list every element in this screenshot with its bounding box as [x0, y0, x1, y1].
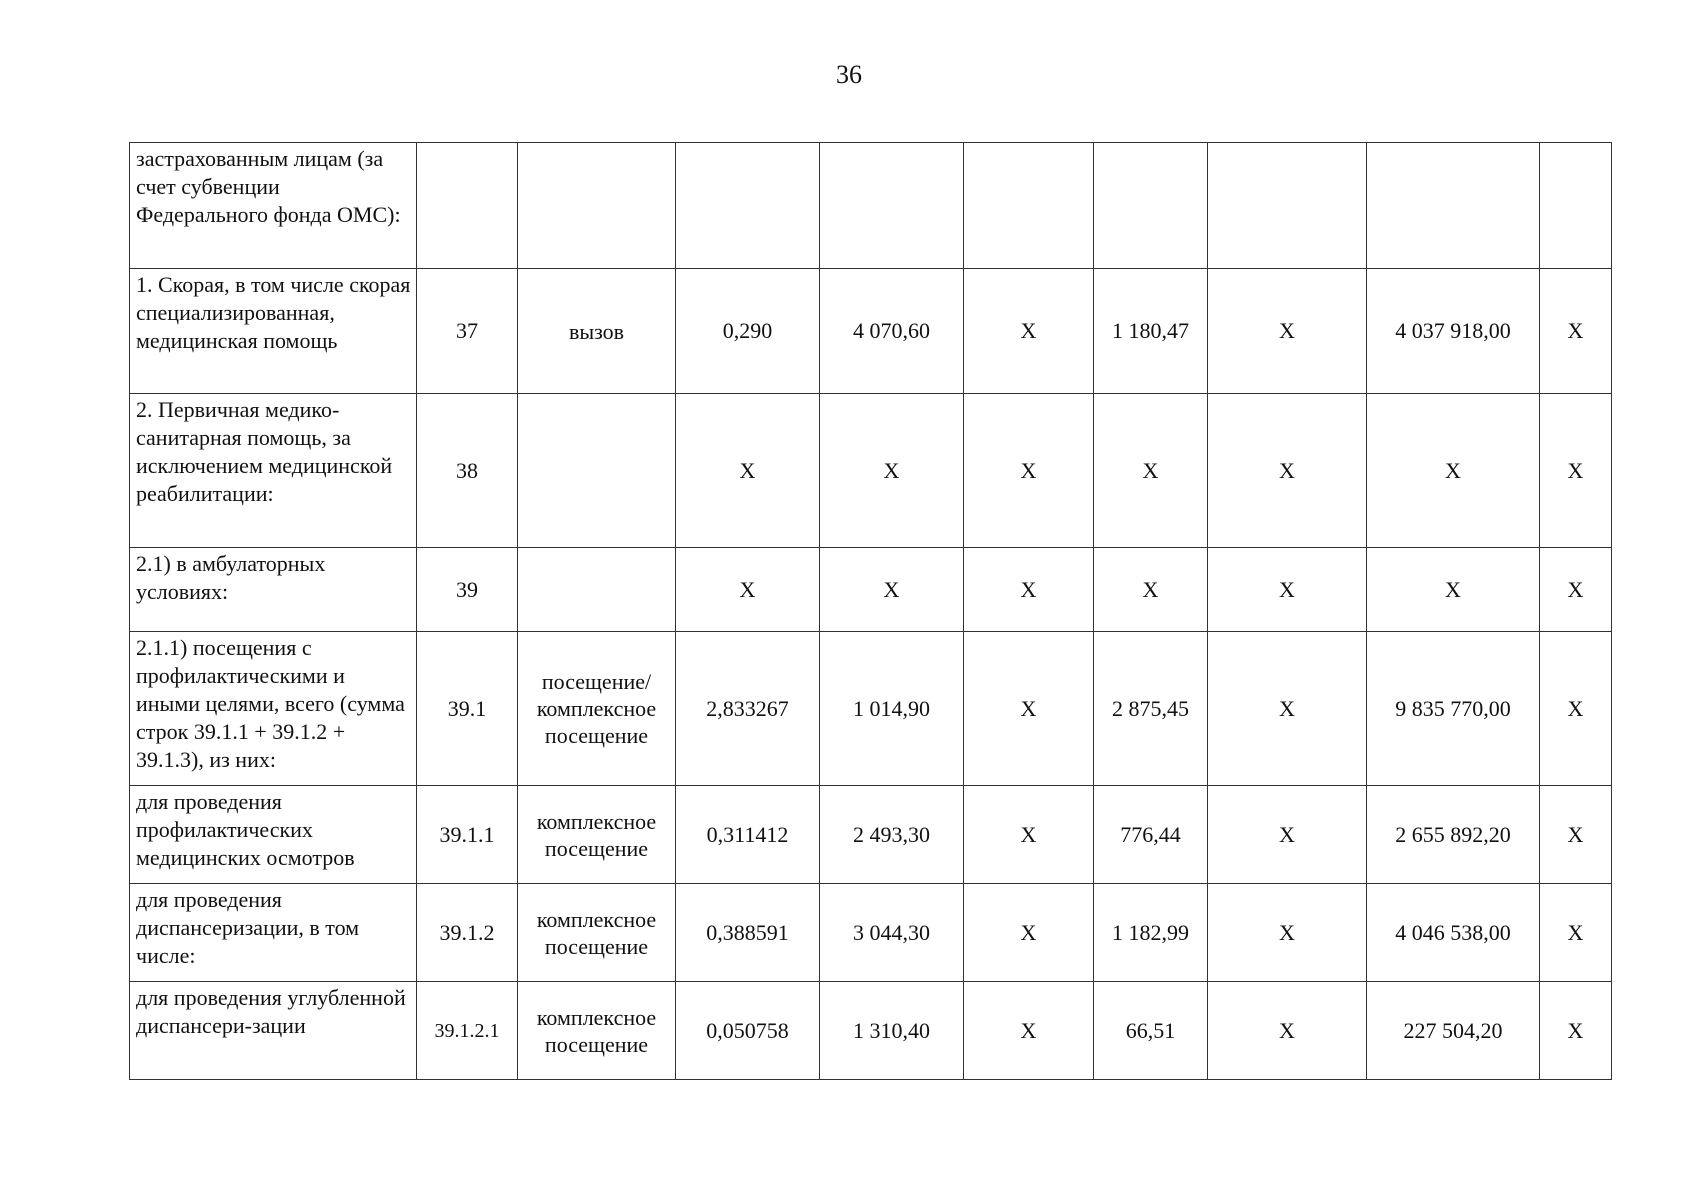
table-row — [130, 884, 1612, 982]
row-value-cell: 2 875,45 — [1094, 632, 1208, 786]
row-value-cell: X — [964, 884, 1094, 982]
table-row — [130, 548, 1612, 632]
row-unit-cell: комплексное посещение — [518, 786, 676, 884]
row-value-cell: X — [1540, 394, 1612, 548]
row-value-cell: 0,388591 — [676, 884, 820, 982]
table-row — [130, 269, 1612, 394]
row-value-cell: 1 014,90 — [820, 632, 964, 786]
row-unit-cell — [518, 143, 676, 269]
row-value-cell: X — [820, 548, 964, 632]
row-value-cell: X — [1208, 884, 1367, 982]
row-code-cell: 39 — [417, 548, 518, 632]
row-value-cell: 4 070,60 — [820, 269, 964, 394]
row-name-cell: 1. Скорая, в том числе скорая специализированная, медицинская помощь — [130, 269, 417, 394]
row-unit-cell: посещение/ комплексное посещение — [518, 632, 676, 786]
row-value-cell: X — [1208, 982, 1367, 1080]
row-value-cell: 66,51 — [1094, 982, 1208, 1080]
row-value-cell: 2 655 892,20 — [1367, 786, 1540, 884]
row-value-cell: X — [964, 632, 1094, 786]
row-name-cell: для проведения диспансеризации, в том числе: — [130, 884, 417, 982]
row-value-cell: 0,050758 — [676, 982, 820, 1080]
row-unit-cell — [518, 394, 676, 548]
row-value-cell — [676, 143, 820, 269]
row-unit-cell: комплексное посещение — [518, 884, 676, 982]
row-unit-cell: комплексное посещение — [518, 982, 676, 1080]
row-value-cell: X — [820, 394, 964, 548]
row-value-cell: X — [1540, 269, 1612, 394]
row-value-cell: X — [1367, 394, 1540, 548]
data-table — [129, 142, 1612, 1080]
row-value-cell: X — [1540, 632, 1612, 786]
row-value-cell: X — [1208, 786, 1367, 884]
row-value-cell: X — [964, 394, 1094, 548]
row-code-cell: 39.1 — [417, 632, 518, 786]
row-name-cell: для проведения профилактических медицинских осмотров — [130, 786, 417, 884]
row-value-cell: X — [1208, 548, 1367, 632]
row-value-cell: 9 835 770,00 — [1367, 632, 1540, 786]
row-value-cell — [820, 143, 964, 269]
row-unit-cell — [518, 548, 676, 632]
row-value-cell — [964, 143, 1094, 269]
table-row — [130, 632, 1612, 786]
row-value-cell: X — [1540, 548, 1612, 632]
row-value-cell: 2,833267 — [676, 632, 820, 786]
row-value-cell — [1208, 143, 1367, 269]
row-value-cell: 4 037 918,00 — [1367, 269, 1540, 394]
row-value-cell: X — [1208, 394, 1367, 548]
row-value-cell — [1540, 143, 1612, 269]
row-name-cell: застрахованным лицам (за счет субвенции Федерального фонда ОМС): — [130, 143, 417, 269]
row-value-cell: X — [964, 982, 1094, 1080]
row-code-cell: 37 — [417, 269, 518, 394]
row-value-cell: X — [1540, 786, 1612, 884]
row-value-cell: X — [1367, 548, 1540, 632]
row-value-cell: X — [1540, 982, 1612, 1080]
row-value-cell: X — [1094, 394, 1208, 548]
row-code-cell: 39.1.2.1 — [417, 982, 518, 1080]
row-code-cell — [417, 143, 518, 269]
row-name-cell: 2.1.1) посещения с профилактическими и иными целями, всего (сумма строк 39.1.1 + 39.1.2 + 39.1.3), из них: — [130, 632, 417, 786]
row-value-cell: X — [676, 548, 820, 632]
row-code-cell: 39.1.1 — [417, 786, 518, 884]
row-value-cell: 776,44 — [1094, 786, 1208, 884]
row-code-cell: 38 — [417, 394, 518, 548]
row-name-cell: 2.1) в амбулаторных условиях: — [130, 548, 417, 632]
row-value-cell: 227 504,20 — [1367, 982, 1540, 1080]
row-name-cell: 2. Первичная медико-санитарная помощь, за исключением медицинской реабилитации: — [130, 394, 417, 548]
row-value-cell — [1094, 143, 1208, 269]
row-value-cell: 3 044,30 — [820, 884, 964, 982]
row-unit-cell: вызов — [518, 269, 676, 394]
row-value-cell: 1 180,47 — [1094, 269, 1208, 394]
row-name-cell: для проведения углубленной диспансери-зации — [130, 982, 417, 1080]
row-value-cell: 0,290 — [676, 269, 820, 394]
row-value-cell: X — [964, 269, 1094, 394]
page-number: 36 — [836, 60, 862, 89]
row-value-cell — [1367, 143, 1540, 269]
row-value-cell: X — [964, 786, 1094, 884]
row-value-cell: 4 046 538,00 — [1367, 884, 1540, 982]
row-value-cell: X — [1540, 884, 1612, 982]
table-row — [130, 786, 1612, 884]
row-value-cell: 2 493,30 — [820, 786, 964, 884]
row-value-cell: X — [676, 394, 820, 548]
row-value-cell: 0,311412 — [676, 786, 820, 884]
row-code-cell: 39.1.2 — [417, 884, 518, 982]
row-value-cell: X — [1094, 548, 1208, 632]
row-value-cell: X — [1208, 632, 1367, 786]
table-row — [130, 394, 1612, 548]
table-row — [130, 143, 1612, 269]
row-value-cell: 1 310,40 — [820, 982, 964, 1080]
row-value-cell: X — [964, 548, 1094, 632]
table-row — [130, 982, 1612, 1080]
row-value-cell: 1 182,99 — [1094, 884, 1208, 982]
row-value-cell: X — [1208, 269, 1367, 394]
